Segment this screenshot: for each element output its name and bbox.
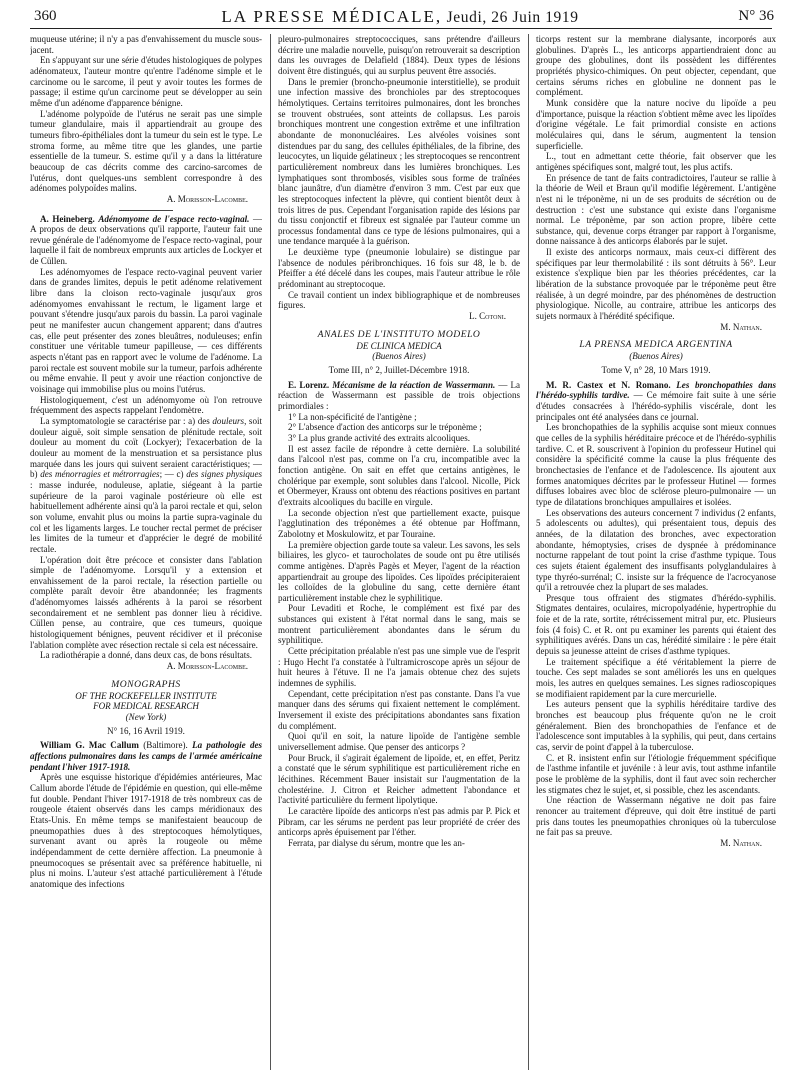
paragraph: Quoi qu'il en soit, la nature lipoïde de l'antigène semble universellement admise. Que penser des anticorps ?: [278, 731, 520, 752]
paragraph: Le traitement spécifique a été véritablement la pierre de touche. Ces sept malades se sont améliorés les uns en quelques mois, les autres en quelques semaines. Les signes radioscopiques se modifiaient rapidement par la cure mercurielle.: [536, 656, 776, 699]
paragraph: muqueuse utérine; il n'y a pas d'envahissement du muscle sous-jacent.: [30, 34, 262, 55]
column-3: [536, 34, 776, 1074]
volume-line: N° 16, 16 Avril 1919.: [107, 725, 185, 736]
paragraph: Dans le premier (broncho-pneumonie interstitielle), se produit une infection massive des bronchioles par des streptocoques hémolytiques. Certains territoires pulmonaires, dont les bronches se trouvent obstruées, sont atteints de collapsus. Les parois bronchiques montrent une congestion extrême et une infiltration abondante de mononucléaires. Les alvéoles voisines sont distendues par du sang, des cellules épithéliales, de la fibrine, des leucocytes, un liquide gélatineux ; les streptocoques se rencontrent particulièrement nombreux dans les lumières bronchiques. Les lymphatiques sont thrombosés, visibles sous forme de traînées blanc jaunâtre, d'un diamètre d'environ 3 mm. C'est par eux que les streptocoques infectent la plèvre, qui contient bientôt deux à trois litres de pus. Cependant l'organisation rapide des lésions par du tissu conjonctif et fibreux est signalée par l'auteur comme un processus fondamental dans ce type de lésions pulmonaires, qui a une tendance marquée à la guérison.: [278, 76, 520, 247]
paragraph: Pour Levaditi et Roche, le complément est fixé par des substances qui existent à l'état normal dans le sang, mais se montrent particulièrement abondantes dans le sérum du syphilitique.: [278, 603, 520, 646]
section-heading: FOR MEDICAL RESEARCH: [93, 701, 199, 712]
abstract-maccallum: [30, 740, 262, 772]
separator: [119, 210, 173, 211]
signature: M. Nathan.: [720, 321, 762, 332]
article-title: Mécanisme de la réaction de Wassermann.: [332, 379, 496, 390]
paragraph: Cependant, cette précipitation n'est pas constante. Dans l'a vue manquer dans des sérums qui fixaient nettement le complément. Inversement il existe des précipitations abondantes sans fixation du complément.: [278, 688, 520, 731]
column-divider: [528, 34, 529, 1070]
section-location: (Buenos Aires): [372, 351, 426, 362]
paragraph: Ferrata, par dialyse du sérum, montre que les an-: [288, 837, 465, 848]
page-number: 360: [34, 8, 57, 24]
section-heading: DE CLINICA MEDICA: [356, 340, 442, 351]
article-title: Adénomyome de l'espace recto-vaginal.: [98, 213, 250, 224]
paragraph: Les bronchopathies de la syphilis acquise sont mieux connues que celles de la syphilis héréditaire précoce et de l'hérédo-syphilis tardive. C. et R. souscrivent à l'opinion du professeur Hutinel qui considère la spécificité comme la cause la plus fréquente des bronchectasies de l'enfance et de l'adolescence. Ils ajoutent aux formes anatomiques décrites par le professeur Hutinel — formes diffuses lobaires avec bloc de sclérose pleuro-pulmonaire — un type de dilatations bronchiques ampullaires et isolées.: [536, 422, 776, 507]
column-divider: [270, 34, 271, 1070]
journal-name: LA PRESSE MÉDICALE,: [221, 7, 443, 26]
journal-title: [20, 7, 780, 27]
text-run: La symptomatologie se caractérise par : a) des: [40, 415, 213, 426]
paragraph: Histologiquement, c'est un adénomyome où l'on retrouve fréquemment des aspects rappelant l'endomètre.: [30, 394, 262, 416]
paragraph: La radiothérapie a donné, dans deux cas, de bons résultats.: [40, 650, 253, 661]
column-1: [30, 34, 262, 1074]
author: William G. Mac Callum: [40, 740, 139, 751]
text-run: des ménorragies et métrorragies: [40, 469, 160, 480]
abstract-lorenz: [278, 380, 520, 412]
paragraph: Pour Bruck, il s'agirait également de lipoïde, et, en effet, Peritz a constaté que le sérum syphilitique est particulièrement riche en lécithines. Récemment Bauer insistait sur l'augmentation de la cholestérine. J. Citron et Reicher admettent l'abondance et l'activité particulière du ferment lipolytique.: [278, 752, 520, 806]
volume-line: Tome V, n° 28, 10 Mars 1919.: [601, 365, 711, 376]
author-place: (Baltimore).: [143, 740, 188, 751]
text-run: douleurs: [212, 415, 245, 426]
section-location: (Buenos Aires): [629, 351, 683, 362]
paragraph: La seconde objection n'est que partiellement exacte, puisque l'agglutination des tréponèmes a été obtenue par Hoffmann, Zabolotny et Moskulowitz, et par Touraine.: [278, 507, 520, 539]
paragraph: Le deuxième type (pneumonie lobulaire) se distingue par l'absence de nodules péribronchiques. 16 fois sur 48, le b. de Pfeiffer a été décelé dans les coupes, mais l'auteur attribue le rôle prédominant au streptocoque.: [278, 247, 520, 290]
section-heading: OF THE ROCKEFELLER INSTITUTE: [75, 690, 217, 701]
issue-date: Jeudi, 26 Juin 1919: [446, 9, 579, 26]
signature: A. Morisson-Lacombe.: [166, 193, 248, 204]
text-run: : masse indurée, noduleuse, aplatie, siégeant à la partie supérieure de la paroi vaginale postérieure où elle est habituellement adhérente ainsi qu'à la paroi rectale et qui, selon son volume, envahit plus ou moins la partie supra-vaginale du col et les ligaments larges. Le toucher rectal permet de préciser les limites de la tumeur et d'apprécier le degré de mobilité rectale.: [30, 479, 262, 554]
signature: A. Morisson-Lacombe.: [166, 661, 248, 672]
issue-number: N° 36: [738, 8, 774, 24]
paragraph: L'adénome polypoïde de l'utérus ne serait pas une simple tumeur glandulaire, mais il appartiendrait au groupe des tumeurs fibro-épithéliales dont la tumeur du sein est le type. Le stroma forme, au même titre que les glandes, une partie essentielle de la tumeur. S. estime qu'il y a dans la littérature beaucoup de cas décrits comme des carcino-sarcomes de l'utérus, dont quelques-uns semblent correspondre à des adénomes polypoïdes malins.: [30, 108, 262, 194]
author: M. R. Castex et N. Romano.: [546, 379, 671, 390]
list-item: 1° La non-spécificité de l'antigène ;: [288, 411, 417, 422]
paragraph: ticorps restent sur la membrane dialysante, incorporés aux globulines. D'après L., les anticorps appartiendraient donc au groupe des globulines, dont ils possèdent les différentes propriétés physico-chimiques. On peut objecter, cependant, que certains sérums riches en globuline ne donnent pas le complément.: [536, 34, 776, 98]
section-heading: ANALES DE L'INSTITUTO MODELO: [317, 328, 481, 340]
author: E. Lorenz.: [288, 379, 330, 390]
paragraph: L., tout en admettant cette théorie, fait observer que les antigènes spécifiques sont, malgré tout, les plus actifs.: [536, 151, 776, 172]
paragraph: Après une esquisse historique d'épidémies antérieures, Mac Callum aborde l'étude de l'épidémie en question, qui elle-même fut double. Pendant l'hiver 1917-1918 de très nombreux cas de rougeole étaient observés dans les camps méridionaux des Etats-Unis. En même temps se manifestaient beaucoup de pneumopathies dues à des streptocoques hémolytiques, survenant avant ou après la rougeole ou même indépendamment de cette dernière affection. La pneumonie à pneumocoques se présentait avec sa préférence habituelle, ni plus ni moins. L'auteur s'est attaché particulièrement à l'étude anatomique des infections: [30, 772, 262, 889]
text-run: , soit douleur aiguë, soit simple sensation de plénitude rectale, soit douleur au moment du coït (Lockyer); l'exacerbation de la douleur au moment de la menstruation et sa persistance plus marquée dans les jours qui suivent seraient caractéristiques; — b): [30, 415, 262, 480]
section-location: (New York): [125, 712, 167, 723]
paragraph: Ce travail contient un index bibliographique et de nombreuses figures.: [278, 289, 520, 311]
paragraph: Presque tous offraient des stigmates d'hérédo-syphilis. Stigmates dentaires, oculaires, micropolyadénie, hypertrophie du foie et de la rate, sortite, rétrécissement mitral pur, etc. Plusieurs fois (4 fois) C. et R. ont pu examiner les parents qui étaient des syphilitiques avérés. Dans un cas, hérédité similaire : le père était depuis sa jeunesse atteint de crises d'asthme typiques.: [536, 592, 776, 657]
abstract-text: — La réaction de Wassermann est passible de trois objections primordiales :: [278, 379, 520, 411]
text-run: ; — c): [159, 469, 187, 480]
header-rule: [30, 28, 772, 29]
signature: M. Nathan.: [720, 837, 762, 848]
list-item: 3° La plus grande activité des extraits alcooliques.: [288, 432, 470, 443]
author: A. Heineberg.: [40, 213, 95, 224]
abstract-text: — A propos de deux observations qu'il rapporte, l'auteur fait une revue générale de l'adénomyome de l'espace recto-vaginal, pour laquelle il fait de nombreux emprunts aux articles de Lockyer et de Cüllen.: [30, 213, 262, 267]
section-heading: LA PRENSA MEDICA ARGENTINA: [579, 339, 733, 351]
signature: L. Cotoni.: [469, 311, 506, 322]
paragraph: Il existe des anticorps normaux, mais ceux-ci diffèrent des spécifiques par leur thermolabilité : ils sont détruits à 56°. Leur existence s'explique bien par les théories précédentes, car la libération de la substance provoquée par le tréponème peut être réalisée, à un degré moindre, par des phénomènes de destruction physiologique. Nicolle, au contraire, attribue les anticorps des sujets normaux à l'hérédité spécifique.: [536, 247, 776, 322]
abstract-text: — Ce mémoire fait suite à une série d'études consacrées à l'hérédo-syphilis viscérale, dont les principales ont été analysées dans ce journal.: [536, 390, 776, 422]
paragraph: C. et R. insistent enfin sur l'étiologie fréquemment spécifique de l'asthme infantile et juvénile : à leur avis, tout asthme infantile pose le problème de la syphilis, dont il faut avec soin rechercher les stigmates chez le sujet, et, si possible, chez les ascendants.: [536, 752, 776, 795]
section-heading: MONOGRAPHS: [111, 678, 181, 690]
paragraph: En présence de tant de faits contradictoires, l'auteur se rallie à la théorie de Weil et Braun qu'il modifie légèrement. L'antigène n'est ni le tréponème, ni un de ses produits de sécrétion ou de destruction : c'est une substance qui existe dans l'organisme normal. Le tréponème, par son action propre, libère cette substance, qui, devenue corps étranger par rapport à l'organisme, donne naissance à des anticorps élaborés par le sujet.: [536, 172, 776, 247]
abstract-heinemann: [30, 214, 262, 267]
paragraph: Il est assez facile de répondre à cette dernière. La solubilité dans l'alcool n'est pas, comme on l'a cru, incompatible avec la fonction antigène. On sait en effet que certains antigènes, le cholérique par exemple, sont solubles dans l'alcool. Nicolle, Pick et Obermeyer, Krauss ont obtenu des réactions positives en partant d'extraits alcooliques du bacille en virgule.: [278, 443, 520, 507]
paragraph: La première objection garde toute sa valeur. Les savons, les sels biliaires, les glyco- et taurocholates de soude ont pu être utilisés comme antigènes. D'après Pagès et Meyer, l'agent de la réaction appartiendrait au groupe des lipoïdes. Ces lipoïdes précipiteraient les colloïdes de la globuline du sang, cette dernière étant particulièrement instable chez le syphilitique.: [278, 539, 520, 603]
paragraph: L'opération doit être précoce et consister dans l'ablation simple de l'adénomyome. Lorsqu'il y a extension et envahissement de la paroi rectale, la résection partielle ou complète paraît devoir être abandonnée; les fragments d'adénomyomes laissés adhérents à la paroi se résorbent secondairement et ne semblent pas donner lieu à récidive. Cüllen pense, au contraire, que ces tumeurs, quoique histologiquement bénignes, peuvent récidiver et il préconise l'ablation complète avec résection rectale si cela est nécessaire.: [30, 554, 262, 650]
column-2: [278, 34, 520, 1074]
paragraph: Les auteurs pensent que la syphilis héréditaire tardive des bronches est beaucoup plus fréquente qu'on ne le croit généralement. Bien des bronchopathies de l'enfance et de l'adolescence sont imputables à la syphilis, qui peut, dans certains cas, servir de point d'appel à la tuberculose.: [536, 699, 776, 752]
abstract-castex-romano: [536, 380, 776, 423]
paragraph: [30, 416, 262, 555]
article-title: La pathologie des affections pulmonaires dans les camps de l'armée américaine pendant l'hiver 1917-1918.: [30, 740, 262, 772]
paragraph: Les adénomyomes de l'espace recto-vaginal peuvent varier dans de grandes limites, depuis le petit adénome relativement libre dans la cloison recto-vaginale jusqu'aux gros adénomyomes envahissant le rectum, le ligament large et pouvant s'étendre jusqu'aux parois du bassin. La paroi vaginale peut ne manifester aucun changement apparent; dans d'autres cas, elle peut présenter des zones bleuâtres, noduleuses; enfin constituer une véritable tumeur papilleuse, — ces différents aspects n'étant pas en rapport avec le volume de l'adénome. La paroi rectale est souvent mobile sur la tumeur, parfois adhérente ou même envahie. Il peut y avoir une réaction conjonctive de voisinage qui immobilise plus ou moins l'utérus.: [30, 266, 262, 394]
article-title: Les bronchopathies dans l'hérédo-syphilis tardive.: [536, 379, 776, 401]
list-item: 2° L'absence d'action des anticorps sur le tréponème ;: [288, 422, 482, 433]
paragraph: Une réaction de Wassermann négative ne doit pas faire renoncer au traitement d'épreuve, qui doit être institué de parti pris dans toutes les pneumopathies chroniques où la tuberculose ne fait pas sa preuve.: [536, 795, 776, 838]
paragraph: Cette précipitation préalable n'est pas une simple vue de l'esprit : Hugo Hecht l'a constatée à l'ultramicroscope après un séjour de huit heures à l'étuve. Il ne l'a jamais obtenue chez des sujets indemnes de syphilis.: [278, 646, 520, 689]
paragraph: pleuro-pulmonaires streptococciques, sans prétendre d'ailleurs décrire une maladie nouvelle, puisqu'on retrouverait sa description dans les ouvrages de Delafield (1884). Deux types de lésions doivent être distingués, qui au surplus peuvent être associés.: [278, 34, 520, 76]
paragraph: Le caractère lipoïde des anticorps n'est pas admis par P. Pick et Pibram, car les sérums ne perdent pas leur propriété de créer des anticorps après épuisement par l'éther.: [278, 805, 520, 838]
paragraph: Les observations des auteurs concernent 7 individus (2 enfants, 5 adolescents ou adultes), qui présentaient tous, depuis des années, de la dilatation des bronches, avec expectoration abondante, hémoptysies, crises de dyspnée à prédominance nocturne rappelant de tout point la crise d'asthme typique. Tous ces sujets étaient également des insuffisants polyglandulaires à type thyréo-surrénal; C. insiste sur la fréquence de l'acrocyanose qu'il a retrouvée chez la plupart de ses malades.: [536, 507, 776, 593]
running-header: [20, 6, 780, 28]
volume-line: Tome III, n° 2, Juillet-Décembre 1918.: [328, 365, 470, 376]
paragraph: Munk considère que la nature nocive du lipoïde a peu d'importance, puisque la réaction s'obtient même avec les lipoïdes d'origine végétale. Le fait primordial consiste en actions moléculaires qui, dans le sérum, augmentent la tension superficielle.: [536, 97, 776, 151]
paragraph: En s'appuyant sur une série d'études histologiques de polypes adénomateux, l'auteur montre qu'entre l'adénome simple et le carcinome ou le sarcome, il peut y avoir toutes les formes de passage; il estime qu'un carcinome peut se développer au sein même d'un adénome d'apparence bénigne.: [30, 55, 262, 108]
text-run: des signes physiques: [186, 469, 262, 480]
